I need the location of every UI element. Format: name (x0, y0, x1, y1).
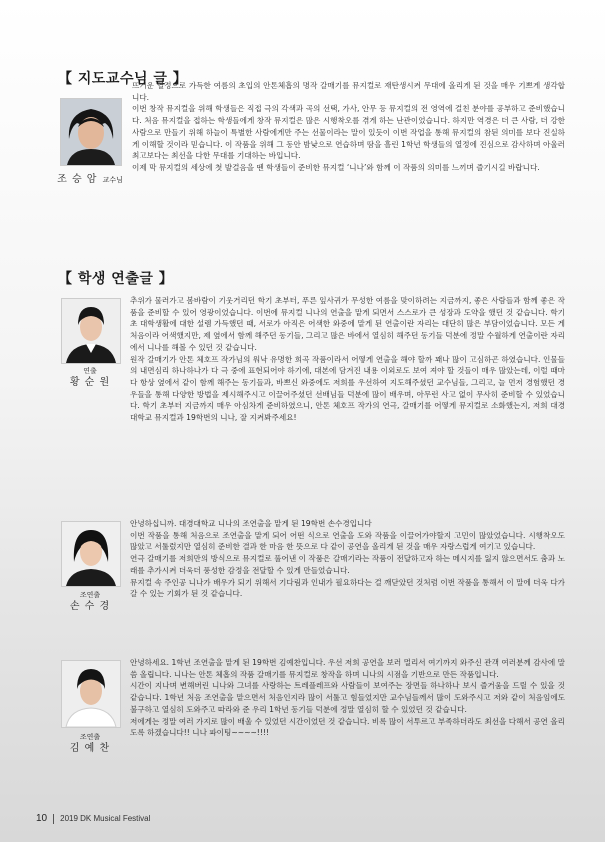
student-role: 조연출 (79, 733, 101, 741)
student-paragraph: 원작 갈매기가 안톤 체호프 작가님의 워낙 유명한 희곡 작품이라서 어떻게 연출을 해야 할까 꽤나 많이 고심하곤 하였습니다. 인물들의 내면심리 하나하나가 다 극 중에 표현되어야 하기에, 대본에 담겨진 내용 이외로도 보여 져야 할 것들이 매우 많았는데, 이럴 때마다 항상 옆에서 같이 함께 해주는 동기들과, 바쁘신 와중에도 저희를 우선하여 지도해주셨던 교수님들, 그리고, 늘 먼저 경험했던 경우들을 통해 다양한 방법을 제시해주시고 이끌어주셨던 선배님들 덕분에 많이 배우며, 아무런 사고 없이 무사히 준비할 수 있었습니다. 학기 초부터 지금까지 매우 아심차게 준비하였으니, 안톤 체호프 작가의 연극, 갈매기를 어떻게 뮤지컬로 소화했는지, 저희 대경대학교 뮤지컬과 19학번의 니나, 잘 지켜봐주세요! (130, 354, 565, 423)
publication-title: 2019 DK Musical Festival (60, 814, 151, 823)
student-message (130, 518, 565, 600)
student-paragraph: 추위가 물러가고 봄바람이 기웃거리던 학기 초부터, 푸른 잎사귀가 무성한 여름을 맞이하려는 지금까지, 좋은 사람들과 함께 좋은 작품을 준비할 수 있어 영광이었습니다. 이번에 뮤지컬 니나의 연출을 맡게 되면서 스스로가 큰 성장과 도약을 했던 것 같습니다. 학기 초 대학생활에 대한 설렘 가득했던 때, 서로가 아직은 어색한 와중에 맡게 된 연출이란 자리는 대단히 많은 부담이었습니다. 모든 게 처음이라 어색했지만, 제 옆에서 함께 해주던 동기들, 그리고 많은 바에서 열심히 해주던 동기들 덕분에 정말 수월하게 연출이란 자리에서 니나를 해볼 수 있던 것 같습니다. (130, 296, 565, 352)
advisor-role: 교수님 (102, 176, 123, 184)
page-number: 10 (36, 813, 48, 824)
advisor-paragraph: 이제 막 뮤지컬의 세상에 첫 발걸음을 뗀 학생들이 준비한 뮤지컬 ‘니나’와 함께 이 작품의 의미를 느끼며 즐기시길 바랍니다. (132, 162, 540, 172)
student-paragraph: 안녕하세요. 1학년 조연출을 맡게 된 19학번 김예찬입니다. 우선 저희 공연을 보러 멀리서 여기까지 와주신 관객 여러분께 감사에 말씀 올립니다. 니나는 안톤 체홉의 작품 갈매기를 뮤지컬로 창작을 하며 니나의 시점을 기반으로 만든 작품입니다. (130, 658, 565, 679)
student-role: 연출 (83, 367, 97, 375)
advisor-paragraph: 이번 창작 뮤지컬을 위해 학생들은 직접 극의 각색과 곡의 선택, 가사, 안무 등 뮤지컬의 전 영역에 걸친 분야를 공부하고 준비했습니다. 처음 뮤지컬을 접하는 학생들에게 창작 뮤지컬은 많은 시행착오를 겪게 하는 난관이었습니다. 하지만 역경은 더 큰 사람, 더 강한 사람으로 만들기 위해 하늘이 특별한 사람에게만 주는 선물이라는 말이 있듯이 이번 작업을 통해 뮤지컬의 참된 의미를 보다 진실하게 이해할 것이라 믿습니다. 이 작품을 위해 그 동안 밤낮으로 연습하며 땀을 흘린 1학년 학생들의 열정에 진심으로 감사하며 아울러 최고보다는 최선을 다한 무대를 기대하는 바입니다. (132, 104, 565, 161)
student-paragraph: 저에게는 정말 여러 가지로 많이 배울 수 있었던 시간이었던 것 같습니다. 비록 많이 서투르고 부족하더라도 최선을 다해서 공연 올리도록 하겠습니다!! 니나 파이팅~~~~!!!! (130, 716, 565, 738)
advisor-paragraph: 뜨거운 열정으로 가득한 여름의 초입의 안톤체홉의 명작 갈매기를 뮤지컬로 재탄생시켜 무대에 올리게 된 것을 매우 기쁘게 생각합니다. (132, 81, 565, 102)
student-paragraph: 시간이 지나며 변해버린 니나와 그녀를 사랑하는 트레플레프와 사람들이 보여주는 장면들 하나하나 보시 즐거움을 드릴 수 있을 것 같습니다. 1학년 처음 조연출을 맡으면서 처음인지라 많이 서툴고 힘들었지만 교수님들께서 많이 도와주시고 저와 같이 처음임에도 불구하고 열심히 도와주고 따라와 준 우리 1학년 동기들 덕분에 정말 열심히 할 수 있었던 것 같습니다. (130, 681, 565, 714)
advisor-photo (60, 98, 122, 166)
student-name: 황 순 원 (69, 377, 111, 388)
student-paragraph: 뮤지컬 속 주인공 니나가 배우가 되기 위해서 기다림과 인내가 필요하다는 걸 깨닫았던 것처럼 이번 작품을 통해서 이 말에 더욱 다가갈 수 있는 기회가 된 것 같습니다. (130, 577, 565, 599)
student-message (130, 657, 565, 739)
student-name: 김 예 찬 (69, 743, 111, 754)
student-name: 손 수 경 (69, 601, 111, 612)
student-paragraph: 이번 작품을 통해 처음으로 조연출을 맡게 되어 어떤 식으로 연출을 도와 작품을 이끌어가야할지 고민이 많았었습니다. 시행착오도 많았고 서툴렀지만 열심히 준비한 결과 한 마음 한 뜻으로 다 같이 공연을 올리게 된 것을 매우 자랑스럽게 여기고 있습니다. (130, 530, 565, 552)
student-photo (61, 660, 121, 728)
student-paragraph: 안녕하십니까. 대경대학교 니나의 조연출을 맡게 된 19학번 손수경입니다 (130, 519, 372, 528)
student-role: 조연출 (79, 591, 101, 599)
advisor-name: 조 승 암 (57, 174, 98, 185)
footer-divider (53, 814, 54, 824)
student-caption (55, 733, 125, 755)
student-section-heading: 【 학생 연출글 】 (58, 271, 174, 287)
student-paragraph: 연극 갈매기를 저희만의 방식으로 뮤지컬로 풀어낸 이 작품은 갈매기라는 작품이 전달하고자 하는 메시지를 잃지 않으면서도 춤과 노래를 추가시켜 더욱더 풍성한 감정을 전달할 수 있게 만들었습니다. (130, 554, 565, 575)
student-caption (55, 591, 125, 613)
page-footer (36, 813, 150, 824)
student-caption (55, 367, 125, 389)
advisor-caption (52, 167, 128, 186)
advisor-message (132, 80, 565, 174)
student-photo (61, 298, 121, 364)
student-message (130, 295, 565, 424)
student-photo (61, 521, 121, 587)
advisor-section-heading: 【 지도교수님 글 】 (58, 71, 188, 87)
